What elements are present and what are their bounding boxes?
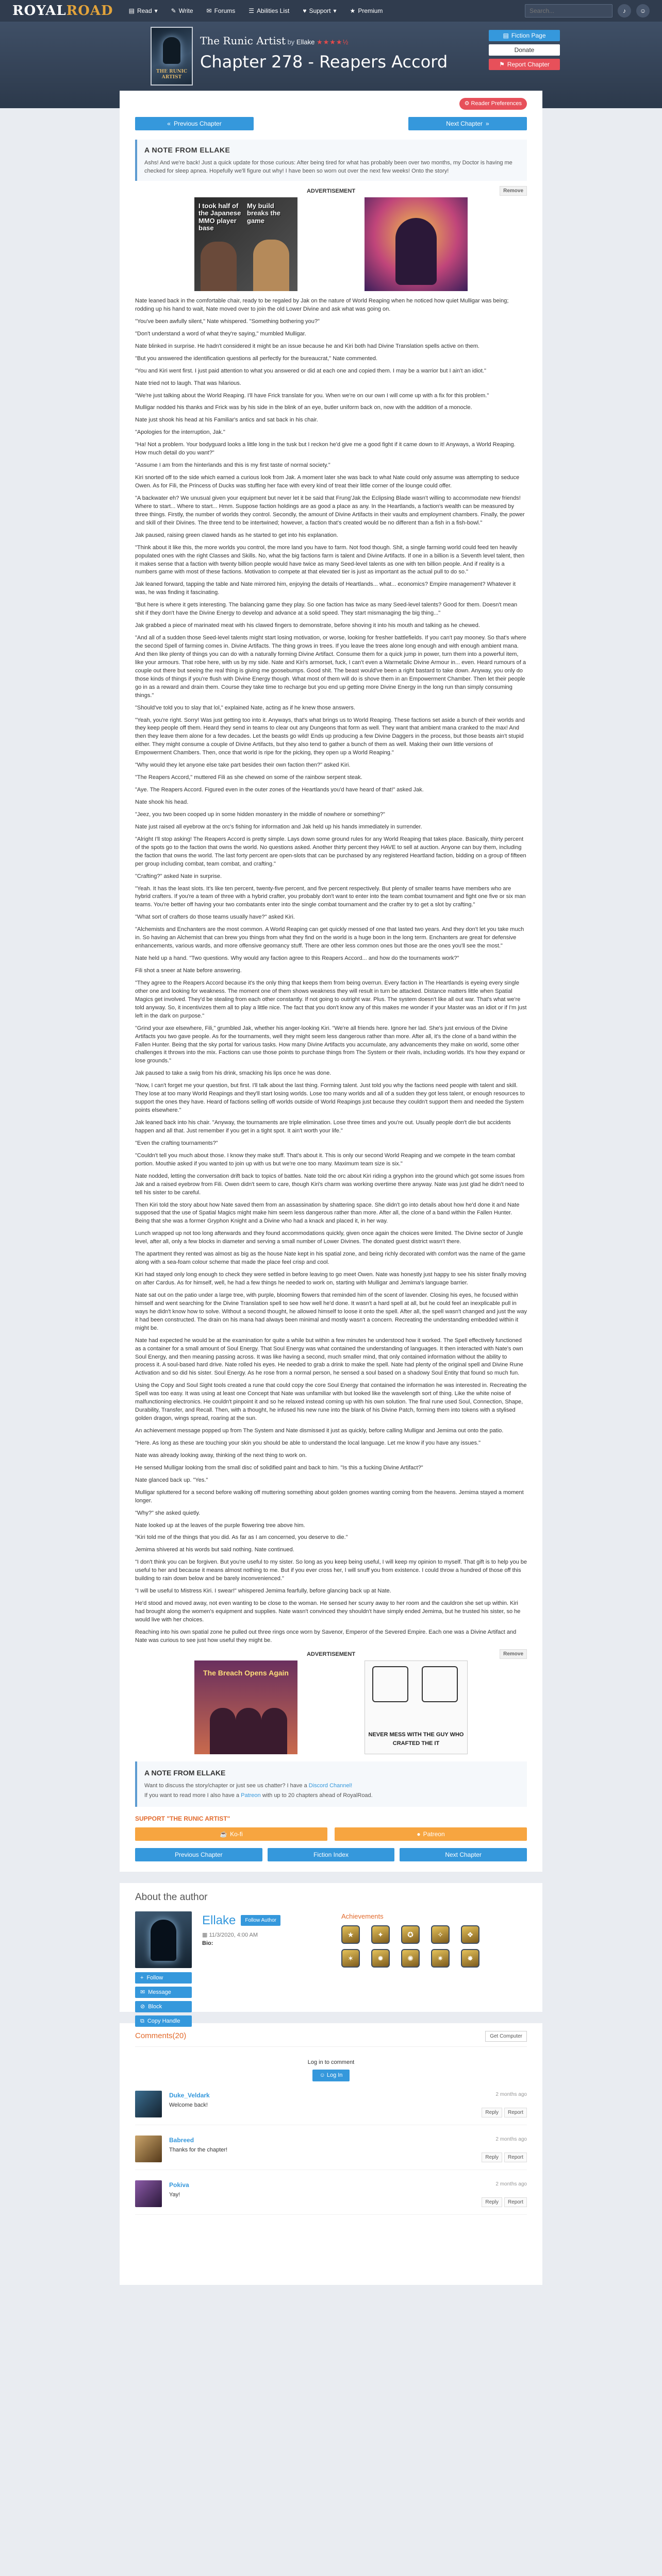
chapter-paragraph: "But you answered the identification questions all perfectly for the bureaucrat," Nate commented. bbox=[135, 355, 378, 362]
ad-text: The Breach Opens Again bbox=[203, 1669, 289, 1677]
chapter-paragraph: Nate glanced back up. "Yes." bbox=[135, 1477, 208, 1483]
note-text: with up to 20 chapters ahead of RoyalRoad. bbox=[260, 1792, 373, 1799]
chapter-paragraph: "Alchemists and Enchanters are the most common. A World Reaping can get quickly messed of one that lasted two years. And they don't let you take much in. So having an Alchemist that can brew you things from what they find on the world is a huge boon in the long term. Enchanters are great for defensive enhancements, various wards, and more offensive geomancy stuff. There are other less common ones but those are the ones you'll see the most." bbox=[135, 926, 524, 950]
reply-button[interactable]: Reply bbox=[482, 2153, 502, 2162]
chapter-paragraph: Jak leaned forward, tapping the table and Nate mirrored him, enjoying the details of Heartlands... what... economics? Empire management? Whatever it was, he was finding it fascinating. bbox=[135, 581, 516, 596]
chapter-paragraph: Nate just raised all eyebrow at the orc's fishing for information and Jak held up his hands immediately in surrender. bbox=[135, 823, 422, 830]
chapter-paragraph: "Now, I can't forget me your question, but first. I'll talk about the last thing. Forming talent. Just told you why the factions need people with talent and skill. They lose at too many World Reapings and they'll start losing worlds. Lose too many worlds and all of a sudden they got less talent, or enough resources to support the ones they have. Heard of factions selling off worlds outside of World Reapings just because they couldn't support them and needed the System points elsewhere." bbox=[135, 1082, 525, 1114]
comment-text: Yay! bbox=[169, 2191, 180, 2198]
chapter-paragraph: "Should've told you to slay that lol," explained Nate, acting as if he knew those answers. bbox=[135, 704, 355, 711]
chapter-paragraph: "A backwater eh? We unusual given your equipment but never let it be said that Frung'Jak the Eclipsing Blade wasn't willing to accommodate new friends! Where to start... Where to start... Hmm. Suppose faction holdings are as good a place as any. In the Heartlands, a faction's wealth can be measured by three things. Firstly, the number of worlds they control. Secondly, the amount of Divine Artifacts in their vaults and employment chambers. Finally, the power and skill of their Divines. The three tend to be intertwined; however, a faction that's created would be no different than a fish in a fish-bowl." bbox=[135, 495, 525, 526]
chapter-paragraph: Jak paused, raising green clawed hands as he started to get into his explanation. bbox=[135, 532, 338, 538]
comment-item bbox=[135, 2180, 527, 2215]
chapter-paragraph: "I don't think you can be forgiven. But you're useful to my sister. So long as you keep being useful, I will keep my opinion to myself. That gift is to help you be useful to her and because it means almost nothing to me. But if you ever cross her, I will snuff you from existence. I could throw a hundred of those off this building to rain down below and be barely inconvenienced." bbox=[135, 1559, 527, 1582]
author-date bbox=[202, 1931, 280, 1940]
chapter-paragraph: Nate blinked in surprise. He hadn't considered it might be an issue because he and Kiri both had Divine Translation spells active on them. bbox=[135, 343, 479, 349]
comments-section bbox=[120, 2023, 542, 2285]
button-label: Remove bbox=[503, 1651, 523, 1657]
donate-button[interactable] bbox=[489, 44, 560, 56]
chevron-down-icon: ▾ bbox=[333, 7, 337, 14]
reader-preferences-button[interactable] bbox=[459, 98, 527, 110]
reply-button[interactable]: Reply bbox=[482, 2197, 502, 2207]
chapter-paragraph: "Think about it like this, the more worlds you control, the more land you have to farm. Not food though. Shit, a single farming world could feed ten heavily populated ones with the right Classes and Skills. No, what the big factions farm is talent and Divine Artifacts. If one in a billion is a Seventh level talent, then it makes sense that a faction with twenty billion people would have twice as many Seed-level talents as one with ten billion people. And if reality is a numbers game with most of these factions. Motivation to compete at that elevated tier is just as important as the actual pull to do so." bbox=[135, 544, 525, 575]
gear-icon: ⚙ bbox=[464, 100, 470, 107]
envelope-icon: ✉ bbox=[140, 1989, 145, 1995]
ad-label: ADVERTISEMENT bbox=[306, 1651, 356, 1657]
bell-icon[interactable]: ♪ bbox=[618, 4, 631, 18]
nav-read[interactable] bbox=[124, 4, 163, 18]
ad-header bbox=[135, 1650, 527, 1659]
nav-label: Read bbox=[137, 7, 152, 14]
chapter-paragraph: Jak paused to take a swig from his drink, smacking his lips once he was done. bbox=[135, 1070, 332, 1077]
next-chapter-button-bottom[interactable] bbox=[400, 1848, 527, 1861]
button-label: Remove bbox=[503, 188, 523, 194]
chapter-paragraph: "They agree to the Reapers Accord because it's the only thing that keeps them from being overrun. Every faction in The Heartlands is eyeing every single other one and looking for weakness. The moment one of them shows weakness they will result in turn be attacked. Distance matters little when Spatial Magics get involved. They'd be stealing from each other constantly. If not going to outright war. Plus. The system doesn't like all out war. That's what we're told anyway. So, it incentivizes them all to play a little nice. The fact that you don't know any of this makes me wonder if your Master was an idiot or if I'm just left in the dark on purpose." bbox=[135, 979, 527, 1019]
chapter-paragraph: "We're just talking about the World Reaping. I'll have Frick translate for you. When we're on our own I will come up with a fix for this problem." bbox=[135, 392, 489, 399]
flag-icon: ⚑ bbox=[499, 61, 505, 68]
button-label: Log In bbox=[326, 2072, 343, 2079]
calendar-icon: ▦ bbox=[202, 1931, 208, 1938]
chapter-paragraph: "Grind your axe elsewhere, Fili," grumbled Jak, whether his anger-looking Kiri. "We're all friends here. Ignore her lad. She's just envious of the Divine Artifacts you two gave people. As for the tournaments, well they might seem less dangerous rather than more. After all, it's the clone of a band within the Fallen Hunter. Being that the sky portal for various tasks. How many Divine Artifacts you accumulate, any advancements they make on world, some other challenges it throws into the mix. Factions can use those points to purchase things from The System or their rivals, including worlds. It's how they expand or lose grounds." bbox=[135, 1025, 525, 1064]
chapter-paragraph: "Yeah, you're right. Sorry! Was just getting too into it. Anyways, that's what brings us to World Reaping. These factions set aside a bunch of their worlds and they keep people off them. Heard they send in teams to clear out any Dungeons that form as well. They want that ambient mana cranked to the max! And then they leave them alone for a few decades. Let the beasts go wild! Ends up producing a few Divine Daggers in the process, but those beasts ain't stupid either. They might consume a couple of Divine Artifacts, but they also tend to gather a bunch of them as well. Making their own little versions of Empowerment Chambers. Then, once that world is ripe for the picking, they open up a World Reaping." bbox=[135, 717, 525, 756]
ad-text: My build breaks the game bbox=[247, 202, 281, 225]
chapter-paragraph: Reaching into his own spatial zone he pulled out three rings once worn by Savenor, Emperor of the Severed Empire. Each one was a Divine Artifact and Nate was curious to see just how useful they might be. bbox=[135, 1629, 517, 1643]
button-label: Follow Author bbox=[245, 1918, 276, 1924]
comment-text: Welcome back! bbox=[169, 2102, 208, 2108]
chapter-paragraph: "Ha! Not a problem. Your bodyguard looks a little long in the tusk but I reckon he'd give me a good fight if it came down to it! Anyways, a World Reaping. How much detail do you want?" bbox=[135, 442, 516, 456]
user-icon[interactable]: ☺ bbox=[636, 4, 650, 18]
achievements-title: Achievements bbox=[341, 1912, 384, 1920]
patreon-link[interactable]: Patreon bbox=[241, 1792, 261, 1799]
chapter-paragraph: Nate just shook his head at his Familiar's antics and sat back in his chair. bbox=[135, 417, 318, 423]
commenter-name[interactable]: Duke_Veldark bbox=[169, 2091, 210, 2099]
by-label: by bbox=[287, 38, 295, 46]
comment-time: 2 months ago bbox=[495, 2181, 527, 2187]
pen-icon: ✎ bbox=[171, 7, 176, 14]
chapter-paragraph: "Here. As long as these are touching your skin you should be able to understand the local language. Let me know if you have any issues." bbox=[135, 1439, 481, 1446]
nav-premium[interactable] bbox=[345, 4, 388, 18]
nav-abilities[interactable] bbox=[243, 4, 294, 18]
comments-title: Comments(20) bbox=[135, 2031, 187, 2041]
chapter-paragraph: "Couldn't tell you much about those. I know they make stuff. That's about it. This is only our second World Reaping and we compete in the team combat portion. Mouthie asked if you wanted to join up with us but we're one too many. Maximum team size is six." bbox=[135, 1152, 515, 1167]
plus-icon: + bbox=[140, 1974, 144, 1981]
nav-label: Forums bbox=[214, 7, 236, 14]
avatar-figure bbox=[151, 1920, 176, 1961]
chevron-left-icon: « bbox=[167, 120, 171, 127]
note-text: If you want to read more I also have a bbox=[144, 1792, 241, 1799]
chapter-paragraph: Nate tried not to laugh. That was hilarious. bbox=[135, 380, 241, 386]
sort-comments-button[interactable] bbox=[485, 2031, 527, 2042]
chapter-paragraph: Kiri had stayed only long enough to check they were settled in before leaving to go meet Owen. Nate was honestly just happy to see his sister finally moving on after Cardus. As for himself, well, he had a few things he needed to work on, starting with Mulligar and Jemima's language barrier. bbox=[135, 1272, 526, 1286]
chapter-paragraph: Then Kiri told the story about how Nate saved them from an assassination by shattering space. She didn't go into details about how he'd done it and Nate supposed that the use of Spatial Magics might make him seem less dangerous rather than more. After all, the clone of a band within the Fallen Hunter. Being that she was a former Gryphon Knight and a Divine who had a knack and placed it, in her way. bbox=[135, 1201, 520, 1225]
ad-figure bbox=[236, 1708, 261, 1754]
chapter-paragraph: "Don't understand a word of what they're saying," mumbled Mulligar. bbox=[135, 330, 306, 337]
chapter-paragraph: "Crafting?" asked Nate in surprise. bbox=[135, 873, 222, 879]
achievement-badge-icon[interactable]: ✧ bbox=[431, 1925, 450, 1944]
chapter-paragraph: "Assume I am from the hinterlands and this is my first taste of normal society." bbox=[135, 462, 330, 469]
login-button[interactable] bbox=[312, 2070, 350, 2081]
ad-figure bbox=[210, 1708, 236, 1754]
button-label: Previous Chapter bbox=[173, 120, 222, 127]
rating-stars: ★★★★½ bbox=[316, 38, 349, 46]
achievement-badge-icon[interactable]: ✸ bbox=[461, 1949, 479, 1968]
ad-text: NEVER MESS WITH THE GUY WHO CRAFTED THE IT bbox=[368, 1732, 464, 1747]
block-icon: ⊘ bbox=[140, 2003, 145, 2010]
author-message-button[interactable] bbox=[135, 1987, 192, 1998]
star-icon: ★ bbox=[350, 7, 356, 14]
achievement-badge-icon[interactable]: ✷ bbox=[431, 1949, 450, 1968]
top-navigation bbox=[0, 0, 662, 22]
achievement-badge-icon[interactable]: ❖ bbox=[461, 1925, 479, 1944]
cover-figure bbox=[163, 37, 180, 64]
note-title: A NOTE FROM ELLAKE bbox=[144, 145, 230, 154]
copy-handle-button[interactable] bbox=[135, 2015, 192, 2027]
author-note-bottom bbox=[135, 1761, 527, 1807]
chapter-paragraph: Nate looked up at the leaves of the purple flowering tree above him. bbox=[135, 1522, 305, 1529]
chapter-paragraph: "I will be useful to Mistress Kiri. I swear!" whispered Jemima fearfully, before glancing back up at Nate. bbox=[135, 1588, 391, 1595]
button-label: Report Chapter bbox=[507, 61, 550, 68]
chapter-paragraph: Nate nodded, letting the conversation drift back to topics of battles. Nate told the orc about Kiri riding a gryphon into the ground which got some issues from Jak and a raised eyebrow from Fili. Owen didn't seem to care, though Kiri's charm was working overtime there anyway. Nate was just glad he didn't need to tell his sister to be careful. bbox=[135, 1173, 525, 1196]
chapter-paragraph: Nate leaned back in the comfortable chair, ready to be regaled by Jak on the nature of World Reaping when he noticed how quiet Mulligar was being; rodding up his hand to wait, Nate moved over to join the old Lower Divine and ask what was going on. bbox=[135, 298, 509, 312]
button-label: Ko-fi bbox=[230, 1831, 243, 1838]
ad-row bbox=[135, 1660, 527, 1754]
fiction-index-button[interactable] bbox=[268, 1848, 395, 1861]
heart-icon: ♥ bbox=[303, 7, 307, 14]
copy-icon: ⧉ bbox=[140, 2018, 144, 2024]
achievement-badge-icon[interactable]: ✶ bbox=[341, 1949, 360, 1968]
chapter-paragraph: "You've been awfully silent," Nate whispered. "Something bothering you?" bbox=[135, 318, 320, 325]
chapter-paragraph: Kiri snorted off to the side which earned a curious look from Jak. A moment later she was back to what Nate could only assume was attempting to seduce Owen. As for Fili, the Princess of Ducks was stuffing her face with every kind of treat their little corner of the lounge could offer. bbox=[135, 474, 520, 489]
chapter-paragraph: "Jeez, you two been cooped up in some hidden monastery in the middle of nowhere or something?" bbox=[135, 811, 385, 818]
author-note-top bbox=[135, 140, 527, 181]
chapter-paragraph: Lunch wrapped up not too long afterwards and they found accommodations quickly, given once again the choices were limited. The Divine sector of Jungle level, after all, only a few blocks in diameter and serving a small number of Lower Divines. The donated guest district wasn't there. bbox=[135, 1230, 523, 1245]
chapter-paragraph: Jak leaned back into his chair. "Anyway, the tournaments are triple elimination. Lose three times and you're out. Usually people don't die but accidents happen and all that. Just remember if you get in a tight spot. It ain't worth your life." bbox=[135, 1120, 511, 1134]
author-link[interactable]: Ellake bbox=[296, 38, 315, 46]
button-label: Follow bbox=[146, 1974, 163, 1981]
author-block-button[interactable] bbox=[135, 2001, 192, 2012]
chapter-paragraph: Fili shot a sneer at Nate before answering. bbox=[135, 968, 242, 974]
note-text: Ashs! And we're back! Just a quick update for those curious: After being tired for what has probably been over two months, my Doctor is having me checked for sleep apnea. Hopefully we'll figure out why! I have been so worn out over the next few weeks! Onto the story! bbox=[144, 159, 512, 174]
cover-text: THE RUNIC ARTIST bbox=[156, 69, 188, 80]
chapter-paragraph: An achievement message popped up from The System and Nate dismissed it just as quickly, before calling Mulligar and Jemima out onto the patio. bbox=[135, 1428, 504, 1434]
chapter-paragraph: "Why?" she asked quietly. bbox=[135, 1510, 201, 1516]
previous-chapter-button[interactable] bbox=[135, 117, 254, 130]
button-label: Previous Chapter bbox=[174, 1851, 223, 1859]
commenter-avatar[interactable] bbox=[135, 2136, 162, 2162]
chevron-down-icon: ▾ bbox=[154, 7, 158, 14]
author-follow-button[interactable] bbox=[135, 1972, 192, 1984]
ad-figure bbox=[261, 1708, 287, 1754]
chapter-paragraph: "You and Kiri went first. I just paid attention to what you answered or did at each one and copied them. I may be a warrior but I ain't an idiot." bbox=[135, 367, 486, 374]
button-label: Fiction Index bbox=[313, 1851, 349, 1859]
ad-row bbox=[135, 197, 527, 291]
chapter-paragraph: "Even the crafting tournaments?" bbox=[135, 1140, 218, 1146]
chat-icon: ✉ bbox=[206, 7, 212, 14]
report-button[interactable]: Report bbox=[504, 2153, 527, 2162]
button-label: Next Chapter bbox=[445, 1851, 482, 1859]
button-label: Next Chapter bbox=[446, 120, 483, 127]
ad-figure bbox=[253, 240, 289, 291]
ad-image[interactable] bbox=[194, 197, 297, 291]
comment-item bbox=[135, 2136, 527, 2170]
nav-label: Write bbox=[178, 7, 193, 14]
support-title: SUPPORT "THE RUNIC ARTIST" bbox=[135, 1815, 230, 1823]
chapter-paragraph: Mulligar nodded his thanks and Frick was by his side in the blink of an eye, butler uniform back on, now with the addition of a monocle. bbox=[135, 404, 472, 411]
ad-panel bbox=[422, 1666, 458, 1702]
comment-time: 2 months ago bbox=[495, 2091, 527, 2097]
ad-panel bbox=[372, 1666, 408, 1702]
commenter-avatar[interactable] bbox=[135, 2180, 162, 2207]
chapter-paragraph: "What sort of crafters do those teams usually have?" asked Kiri. bbox=[135, 914, 295, 921]
follow-author-button[interactable] bbox=[241, 1915, 280, 1926]
commenter-name[interactable]: Pokiva bbox=[169, 2181, 189, 2189]
achievement-badge-icon[interactable]: ✦ bbox=[371, 1925, 390, 1944]
chapter-paragraph: Nate was already looking away, thinking of the next thing to work on. bbox=[135, 1452, 307, 1459]
button-label: Fiction Page bbox=[511, 32, 546, 39]
fiction-page-button[interactable] bbox=[489, 30, 560, 41]
ad-image[interactable] bbox=[194, 1660, 297, 1754]
badge-grid bbox=[341, 1925, 527, 1968]
chapter-paragraph: Nate shook his head. bbox=[135, 799, 189, 805]
ad-label: ADVERTISEMENT bbox=[306, 188, 356, 194]
user-icon: ☺ bbox=[319, 2072, 325, 2079]
button-label: Block bbox=[148, 2003, 162, 2010]
report-chapter-button[interactable] bbox=[489, 59, 560, 70]
chapter-paragraph: "Why would they let anyone else take part besides their own faction then?" asked Kiri. bbox=[135, 762, 351, 769]
comment-text: Thanks for the chapter! bbox=[169, 2146, 228, 2153]
nav-label: Abilities List bbox=[257, 7, 290, 14]
logo-text-b: ROAD bbox=[66, 3, 113, 19]
commenter-name[interactable]: Babreed bbox=[169, 2136, 194, 2144]
previous-chapter-button-bottom[interactable] bbox=[135, 1848, 262, 1861]
button-label: Donate bbox=[514, 46, 535, 54]
achievement-badge-icon[interactable]: ✺ bbox=[401, 1949, 420, 1968]
ad-figure bbox=[201, 242, 237, 291]
chapter-paragraph: The apartment they rented was almost as big as the house Nate kept in his spatial zone, and being richly decorated with comfort was the name of the game along with a sea-foam colour scheme that made the place feel crisp and cool. bbox=[135, 1251, 525, 1266]
site-logo[interactable] bbox=[12, 1, 113, 21]
remove-ad-button[interactable] bbox=[500, 186, 527, 196]
chapter-title: Chapter 278 - Reapers Accord bbox=[200, 52, 448, 72]
chapter-paragraph: Mulligar spluttered for a second before walking off muttering something about golden gnomes wanting coming from the heavens. Jemima stayed a moment longer. bbox=[135, 1489, 524, 1504]
bio-label: Bio: bbox=[202, 1940, 213, 1947]
patreon-button[interactable] bbox=[335, 1827, 527, 1841]
chapter-paragraph: Nate held up a hand. "Two questions. Why would any faction agree to this Reapers Accord... and how do the tournaments work?" bbox=[135, 955, 459, 962]
next-chapter-button[interactable] bbox=[408, 117, 527, 130]
chapter-paragraph: Nate had expected he would be at the examination for quite a while but within a few minutes he understood how it worked. The Spell effectively functioned as a container for a small amount of Soul Energy. That Soul Energy was what contained the understanding of languages. It then interacted with Nate's own Soul Energy, and then meaning passing across. It was like having a second, much smaller mind, that only contained information without the ability to process it. A soul-based hard drive. Nate rolled his eyes. He needed to grab a drink to make the spell. Nate had plenty of the original spell and Divine Rune Activation and so did his sister. Soul Energy. As he rose from a normal person, he sensed a soul based on a shadowy Soul Entity that found so much fun. bbox=[135, 1337, 523, 1377]
achievement-badge-icon[interactable]: ✹ bbox=[371, 1949, 390, 1968]
comment-time: 2 months ago bbox=[495, 2136, 527, 2142]
support-section bbox=[135, 1814, 527, 1841]
nav-write[interactable] bbox=[166, 4, 198, 18]
button-label: Copy Handle bbox=[147, 2018, 180, 2024]
author-avatar[interactable] bbox=[135, 1911, 192, 1968]
chevron-right-icon: » bbox=[486, 120, 489, 127]
ad-image[interactable] bbox=[365, 197, 468, 291]
author-name[interactable]: Ellake bbox=[202, 1913, 236, 1927]
book-icon: ▤ bbox=[128, 7, 135, 14]
logo-text-a: ROYAL bbox=[12, 3, 67, 19]
patreon-icon: ● bbox=[417, 1831, 421, 1838]
reply-button[interactable]: Reply bbox=[482, 2108, 502, 2117]
chapter-paragraph: "But here is where it gets interesting. The balancing game they play. So one faction has twice as many Seed-level talents? Good for them. Doesn't mean shit if they don't have the Divine Energy to develop and advance at a solid speed. They start mismanaging the big thing..." bbox=[135, 602, 518, 617]
list-icon: ☰ bbox=[249, 7, 254, 14]
report-button[interactable]: Report bbox=[504, 2197, 527, 2207]
chapter-paragraph: Using the Copy and Soul Sight tools created a rune that could copy the core Soul Energy that contained the information he was interested in. Recreating the Spell was too easy. It was using at least one Concept that Nate was unfamiliar with but looked like the wavelength sort of thing. Like the white noise of malfunctioning electronics. He couldn't pinpoint it and so he relaxed instead coming up with his own solution. The final rune used Soul, Connection, Shape, Durability, Transfer, and Recall. Then, with a thought, he infused his new rune into the blank of his Divine Patch, forming them into tokens with a stylised golden dragon, wings spread, roaring at the sun. bbox=[135, 1382, 527, 1422]
nav-label: Support bbox=[309, 7, 331, 14]
ad-header bbox=[135, 187, 527, 196]
report-button[interactable]: Report bbox=[504, 2108, 527, 2117]
chapter-paragraph: Nate sat out on the patio under a large tree, with purple, blooming flowers that reminded him of the scent of lavender. Closing his eyes, he focused within himself and went searching for the Divine Translation spell to see how well he'd done. It wasn't a hard spell at all, but he could feel an inexplicable pull in ways he didn't know how to solve. Without a second thought, he allowed himself to loose it onto the spell. After all, the spell wasn't changed and just the way it had been constructed. The drain on his mana had always been minimal and mostly wasn't a concern. Recreating the understanding embedded within it might be. bbox=[135, 1292, 527, 1331]
chapter-paragraph: He'd stood and moved away, not even wanting to be close to the woman. He sensed her scurry away to her room and the cauldron she set up within. Kiri had brought along the women's equipment and supplies. Nate wasn't convinced they shouldn't have simply ended Jemima, but he trusted his sister, so he would live with her choices. bbox=[135, 1600, 521, 1623]
ad-image[interactable] bbox=[365, 1660, 468, 1754]
about-author-section bbox=[120, 1883, 542, 2024]
login-prompt: Log in to comment bbox=[307, 2059, 355, 2065]
chapter-portlet bbox=[120, 91, 542, 1872]
chapter-paragraph: "Alright I'll stop asking! The Reapers Accord is pretty simple. Lays down some ground rules for any World Reaping that takes place. Basically, thirty percent of the spots go to the faction that owns the world. No questions asked. Another thirty percent they HAVE to sell at auction. Anyone can buy them, including the faction that owns the world. The last forty percent are open-slots that can be purchased by any registered Heartland faction, bidding on a group of fifteen per group including combat, team combat, and crafting." bbox=[135, 836, 526, 867]
chapter-paragraph: "And all of a sudden those Seed-level talents might start losing motivation, or worse, looking for fresher battlefields. If you can't pay mooney. So that's where the second Spell of farming comes in. Divine Artifacts. The thing grows in trees. If you leave the trees alone long enough and with enough ambient mana. And then like plenty of things you can do with a naturally forming Divine Artifact. Consume them for a quick jump in power, turn them into a powerful item, like your armours. That robe here, with us by my side. Nate and Kiri's armorset, fuck, I can't even a Warmetalic Divine Armour in... even. Heard rumours of a couple out there but seeing the real thing is giving me goosebumps. Good shit. The beast would've been a right bastard to take down. Anyway, you only do those kinds of things if you're flush with Divine Energy though. What most of them will do is shove them in an Empowerment Chamber. Then let their people go in as a reward and drain them. Course they take time to recharge but you end up getting more Divine Energy in the long run than simply consuming things." bbox=[135, 635, 526, 699]
remove-ad-button[interactable] bbox=[500, 1649, 527, 1659]
note-text: Want to discuss the story/chapter or just see us chatter? I have a bbox=[144, 1783, 309, 1789]
note-line bbox=[144, 1782, 520, 1790]
nav-forums[interactable] bbox=[202, 4, 241, 18]
book-icon: ▤ bbox=[503, 32, 509, 39]
section-title: About the author bbox=[135, 1892, 208, 1903]
coffee-icon: ☕ bbox=[220, 1831, 228, 1838]
chapter-paragraph: "Apologies for the interruption, Jak." bbox=[135, 429, 225, 436]
chapter-paragraph: "The Reapers Accord," muttered Fili as she chewed on some of the rainbow serpent steak. bbox=[135, 774, 362, 781]
nav-label: Premium bbox=[358, 7, 383, 14]
chapter-paragraph: He sensed Mulligar looking from the small disc of solidified paint and back to him. "Is this a fucking Divine Artifact?" bbox=[135, 1464, 423, 1471]
button-label: Reader Preferences bbox=[471, 100, 522, 107]
commenter-avatar[interactable] bbox=[135, 2091, 162, 2117]
achievement-badge-icon[interactable]: ✪ bbox=[401, 1925, 420, 1944]
nav-support[interactable] bbox=[297, 4, 341, 18]
discord-link[interactable]: Discord Channel! bbox=[308, 1783, 353, 1789]
ad-text: I took half of the Japanese MMO player base bbox=[198, 202, 241, 232]
note-line bbox=[144, 1791, 520, 1800]
note-title: A NOTE FROM ELLAKE bbox=[144, 1769, 226, 1777]
chapter-content bbox=[135, 297, 527, 1645]
kofi-button[interactable] bbox=[135, 1827, 327, 1841]
cover-image[interactable] bbox=[151, 27, 193, 86]
comment-item bbox=[135, 2091, 527, 2125]
ad-figure bbox=[395, 218, 437, 285]
button-label: Get Computer bbox=[490, 2033, 522, 2039]
chapter-paragraph: "Kiri told me of the things that you did. As far as I am concerned, you deserve to die." bbox=[135, 1534, 348, 1541]
chapter-paragraph: "Yeah. It has the least slots. It's like ten percent, twenty-five percent, and five percent respectively. But plenty of smaller teams have members who are hybrid crafters. If you're a team of three with a hybrid crafter, you probably don't want to enter into the team combat tournament and fight one five or six man teams. You're better off having your two combatants enter into the single combat tournament and the crafter try to get a slot by crafting." bbox=[135, 885, 526, 908]
search-input[interactable] bbox=[525, 4, 613, 18]
button-label: Patreon bbox=[423, 1831, 445, 1838]
achievement-badge-icon[interactable]: ★ bbox=[341, 1925, 360, 1944]
achievements-panel bbox=[341, 1911, 527, 1968]
date-text: 11/3/2020, 4:00 AM bbox=[209, 1931, 258, 1938]
chapter-paragraph: Jak grabbed a piece of marinated meat with his clawed fingers to demonstrate, before shoving it into his mouth and talking as he chewed. bbox=[135, 622, 480, 629]
chapter-paragraph: Jemima shivered at his words but said nothing. Nate continued. bbox=[135, 1547, 294, 1553]
chapter-paragraph: "Aye. The Reapers Accord. Figured even in the outer zones of the Heartlands you'd have heard of that!" asked Jak. bbox=[135, 787, 424, 793]
button-label: Message bbox=[148, 1989, 171, 1995]
fiction-title[interactable]: The Runic Artist bbox=[200, 35, 286, 47]
